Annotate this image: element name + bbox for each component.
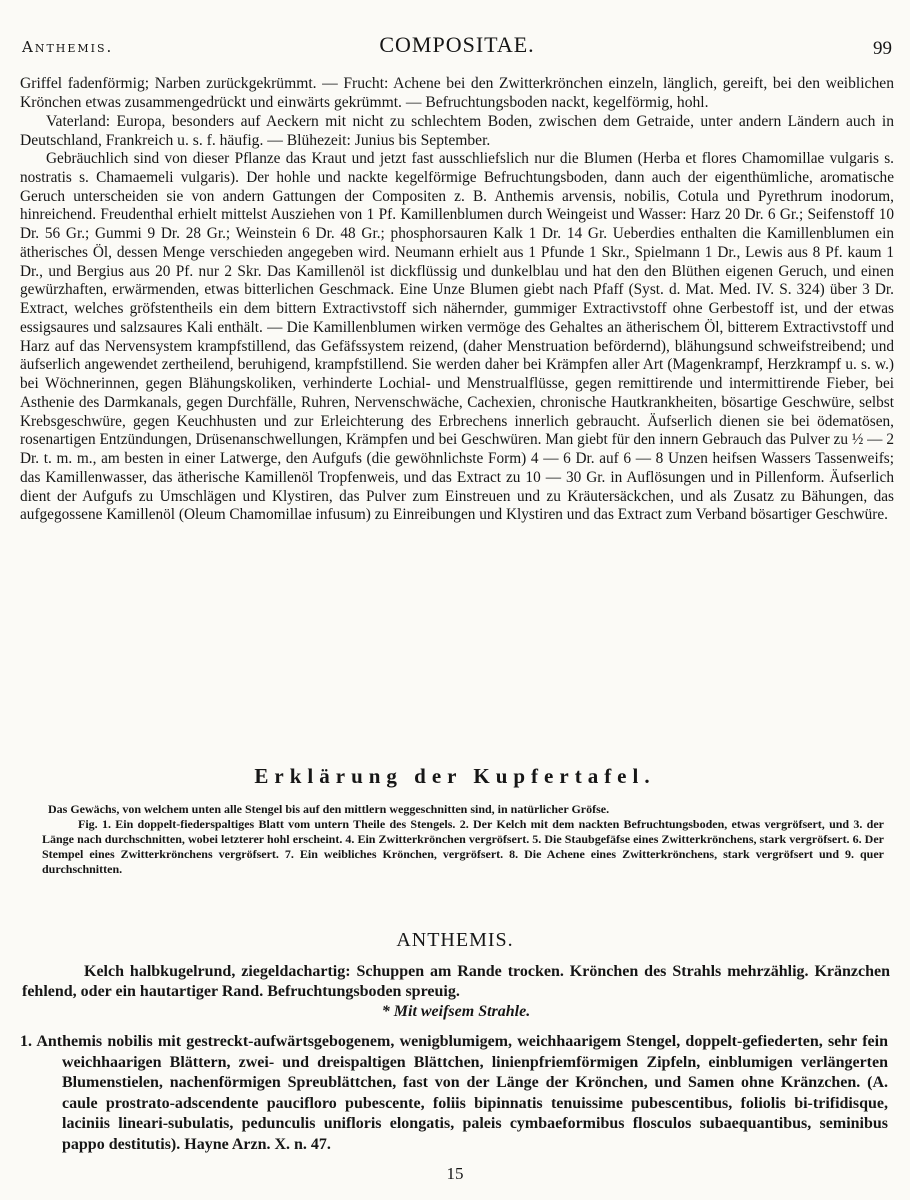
plate-figures: Fig. 1. Ein doppelt-fiederspaltiges Blatt vom untern Theile des Stengels. 2. Der Kelch mit dem nackten Befruchtungsboden, etwas vergröfsert, und 3. der Länge nach durchschnitten, wobei letzterer hohl erscheint. 4. Ein Zwitterkrönchen vergröfsert. 5. Die Staubgefäfse eines Zwitterkrönchens, stark vergröfsert. 6. Der Stempel eines Zwitterkrönchens vergröfsert. 7. Ein weibliches Krönchen, vergröfsert. 8. Die Achene eines Zwitterkrönchens, stark vergröfsert und 9. quer durchschnitten. <box>42 817 884 876</box>
family-title: COMPOSITAE. <box>379 32 535 57</box>
species-number: 1. <box>20 1033 32 1050</box>
genus-heading: ANTHEMIS. <box>396 929 514 951</box>
paragraph-habitat: Vaterland: Europa, besonders auf Aeckern mit nicht zu schlechtem Boden, zwischen dem Getraide, unter andern Ländern auch in Deutschland, Frankreich u. s. f. häufig. — Blühezeit: Junius bis September. <box>20 113 894 149</box>
page-number: 99 <box>873 38 892 59</box>
genus-description: Kelch halbkugelrund, ziegeldachartig: Schuppen am Rande trocken. Krönchen des Strahls mehrzählig. Kränzchen fehlend, oder ein hautartiger Rand. Befruchtungsboden spreuig. <box>22 963 890 1000</box>
plate-explanation-heading: Erklärung der Kupfertafel. <box>254 764 656 788</box>
plate-intro: Das Gewächs, von welchem unten alle Stengel bis auf den mittlern weggeschnitten sind, in natürlicher Gröfse. <box>48 802 610 816</box>
running-head: Anthemis. <box>22 38 114 56</box>
paragraph-fruit: Griffel fadenförmig; Narben zurückgekrümmt. — Frucht: Achene bei den Zwitterkrönchen einzeln, länglich, gereift, bei den weiblichen Krönchen etwas zusammengedrückt und einwärts gekrümmt. — Befruchtungsboden nackt, kegelförmig, hohl. <box>20 75 894 111</box>
signature-mark: 15 <box>446 1164 464 1183</box>
species-entry <box>20 1032 888 1156</box>
genus-characters <box>22 962 890 1022</box>
species-description: Anthemis nobilis mit gestreckt-aufwärtsgebogenem, wenigblumigem, weichhaarigem Stengel, doppelt-gefiederten, sehr fein weichhaarigen Blättern, zwei- und dreispaltigen Blättchen, linienpfriemförmigen Zipfeln, einblumigen verlängerten Blumenstielen, nachenförmigen Spreublättchen, fast von der Länge der Krönchen, und Samen ohne Kränzchen. (A. caule prostrato-adscendente paucifloro pubescente, foliis bipinnatis tenuissime pubescentibus, foliolis bi-trifidisque, laciniis lineari-subulatis, pedunculis unifloris elongatis, paleis cymbaeformibus flosculos subaequantibus, seminibus pappo destitutis). Hayne Arzn. X. n. 47. <box>36 1033 888 1153</box>
plate-explanation <box>42 802 884 877</box>
page-header <box>22 30 892 66</box>
subsection-title: * Mit weifsem Strahle. <box>381 1003 531 1020</box>
paragraph-usage: Gebräuchlich sind von dieser Pflanze das Kraut und jetzt fast ausschliefslich nur die Blumen (Herba et flores Chamomillae vulgaris s. nostratis s. Chamaemeli vulgaris). Der hohle und nackte kegelförmige Befruchtungsboden, dann auch der eigenthümliche, aromatische Geruch unterscheiden sie von andern Gattungen der Compositen z. B. Anthemis arvensis, nobilis, Cotula und Pyrethrum inodorum, hinreichend. Freudenthal erhielt mittelst Ausziehen von 1 Pf. Kamillenblumen durch Weingeist und Wasser: Harz 20 Dr. 6 Gr.; Seifenstoff 10 Dr. 56 Gr.; Gummi 9 Dr. 28 Gr.; Weinstein 6 Dr. 48 Gr.; phosphorsauren Kalk 1 Dr. 14 Gr. Ueberdies enthalten die Kamillenblumen ein ätherisches Öl, dessen Menge verschieden angegeben wird. Neumann erhielt aus 1 Pfunde 1 Skr., Spielmann 1 Dr., Lewis aus 8 Pf. kaum 1 Dr., und Bergius aus 20 Pf. nur 2 Skr. Das Kamillenöl ist dickflüssig und dunkelblau und hat den den Blüthen eigenen Geruch, und einen gewürzhaften, erwärmenden, etwas bitterlichen Geschmack. Eine Unze Blumen giebt nach Pfaff (Syst. d. Mat. Med. IV. S. 324) über 3 Dr. Extract, welches gröfstentheils ein dem bittern Extractivstoff sich nähernder, gummiger Extractivstoff ohne Gerbestoff ist, und der etwas essigsaures und salzsaures Kali enthält. — Die Kamillenblumen wirken vermöge des Gehaltes an ätherischem Öl, bitterem Extractivstoff und Harz auf das Nervensystem krampfstillend, das Gefäfssystem reizend, (daher Menstruation befördernd), blähungsund schweifstreibend; und äufserlich angewendet zertheilend, beruhigend, krampfstillend. Sie werden daher bei Krämpfen aller Art (Magenkrampf, Herzkrampf u. s. w.) bei Wöchnerinnen, gegen Blähungskoliken, verhinderte Lochial- und Menstrualflüsse, gegen remittirende und intermittirende Fieber, bei Asthenie des Darmkanals, gegen Durchfälle, Ruhren, Nervenschwäche, Cachexien, chronische Hautkrankheiten, bösartige Geschwüre, selbst Krebsgeschwüre, gegen Keuchhusten und zur Erleichterung des Erbrechens innerlich gebraucht. Äufserlich dienen sie bei ödematösen, rosenartigen Entzündungen, Drüsenanschwellungen, Krämpfen und bei Geschwüren. Man giebt für den innern Gebrauch das Pulver zu ½ — 2 Dr. t. m. m., am besten in einer Latwerge, den Aufgufs (die gewöhnlichste Form) 4 — 6 Dr. auf 6 — 8 Unzen heifsen Wassers Tassenweifs; das Kamillenwasser, das ätherische Kamillenöl Tropfenweis, und das Extract zu 10 — 30 Gr. in Auflösungen und in Pillenform. Äufserlich dient der Aufgufs zu Umschlägen und Klystiren, das Pulver zum Einstreuen und zu Kräutersäckchen, und als Zusatz zu Bähungen, das aufgegossene Kamillenöl (Oleum Chamomillae infusum) zu Einreibungen und Klystiren und das Extract zum Verband bösartiger Geschwüre. <box>20 150 894 524</box>
description-text <box>20 74 894 525</box>
